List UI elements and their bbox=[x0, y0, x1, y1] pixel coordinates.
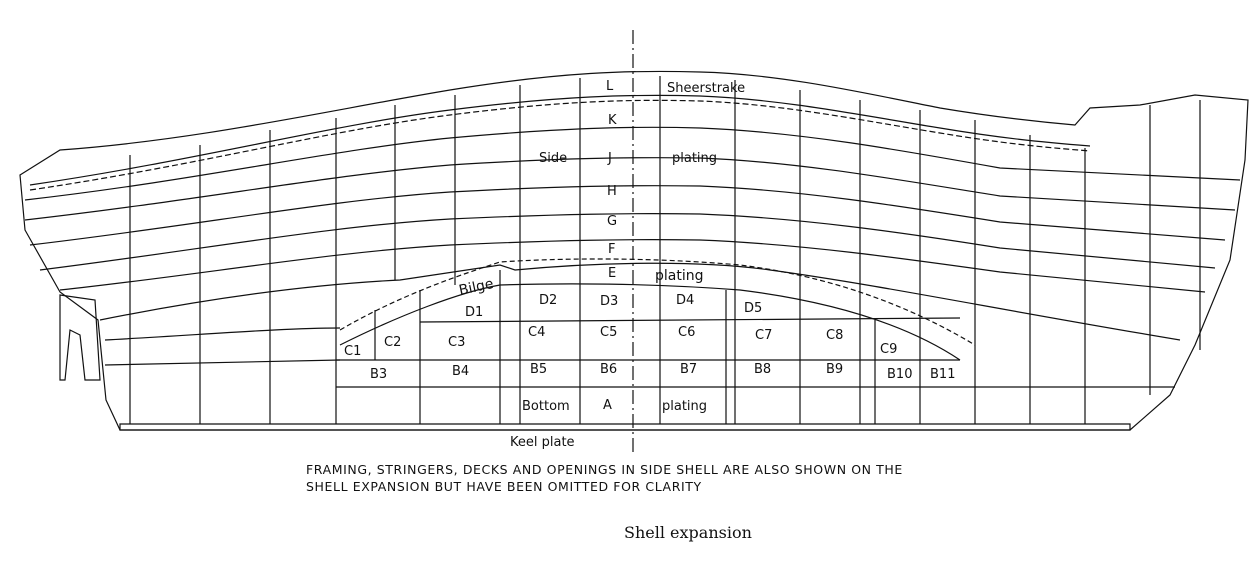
plate-b11: B11 bbox=[930, 367, 956, 382]
plate-b4: B4 bbox=[452, 364, 470, 379]
hull-outline bbox=[20, 71, 1248, 430]
strake-d3: D3 bbox=[600, 294, 619, 309]
bilge-seam bbox=[100, 263, 1180, 340]
note-line-2: SHELL EXPANSION BUT HAVE BEEN OMITTED FOR CLARITY bbox=[306, 479, 702, 494]
strake-l: L bbox=[606, 79, 614, 94]
figure-caption: Shell expansion bbox=[624, 523, 752, 542]
label-bilge: Bilge bbox=[457, 276, 495, 299]
plate-c6: C6 bbox=[678, 325, 696, 340]
plate-b3: B3 bbox=[370, 367, 388, 382]
plate-d4: D4 bbox=[676, 293, 695, 308]
plate-b7: B7 bbox=[680, 362, 698, 377]
label-side-plating: plating bbox=[672, 151, 718, 166]
strake-k: K bbox=[608, 113, 617, 128]
plate-b9: B9 bbox=[826, 362, 844, 377]
plate-d2: D2 bbox=[539, 293, 558, 308]
strake-c5: C5 bbox=[600, 325, 618, 340]
plate-c7: C7 bbox=[755, 328, 773, 343]
strake-a: A bbox=[603, 398, 612, 413]
label-side: Side bbox=[539, 151, 568, 166]
note-line-1: FRAMING, STRINGERS, DECKS AND OPENINGS IN SIDE SHELL ARE ALSO SHOWN ON THE bbox=[306, 462, 903, 477]
label-bilge-plating: plating bbox=[655, 268, 704, 284]
plate-b10: B10 bbox=[887, 367, 913, 382]
plate-c2: C2 bbox=[384, 335, 402, 350]
strake-e: E bbox=[608, 266, 617, 281]
strake-f: F bbox=[608, 242, 616, 257]
strake-j: J bbox=[608, 151, 612, 166]
plate-c8: C8 bbox=[826, 328, 844, 343]
plate-b8: B8 bbox=[754, 362, 772, 377]
label-bottom-plating: plating bbox=[662, 399, 708, 414]
strake-h: H bbox=[607, 184, 617, 199]
strake-g: G bbox=[607, 214, 618, 229]
label-keel-plate: Keel plate bbox=[510, 435, 575, 450]
plate-c3: C3 bbox=[448, 335, 466, 350]
label-bottom: Bottom bbox=[522, 399, 570, 414]
plate-c9: C9 bbox=[880, 342, 898, 357]
plate-c4: C4 bbox=[528, 325, 546, 340]
plate-d1: D1 bbox=[465, 305, 484, 320]
plate-c1: C1 bbox=[344, 344, 362, 359]
plate-d5: D5 bbox=[744, 301, 763, 316]
sheerstrake-line bbox=[30, 95, 1090, 185]
stern-frame bbox=[60, 295, 100, 380]
plate-b5: B5 bbox=[530, 362, 548, 377]
label-sheerstrake: Sheerstrake bbox=[667, 81, 746, 96]
strake-b6: B6 bbox=[600, 362, 618, 377]
clarity-note bbox=[306, 461, 1006, 495]
